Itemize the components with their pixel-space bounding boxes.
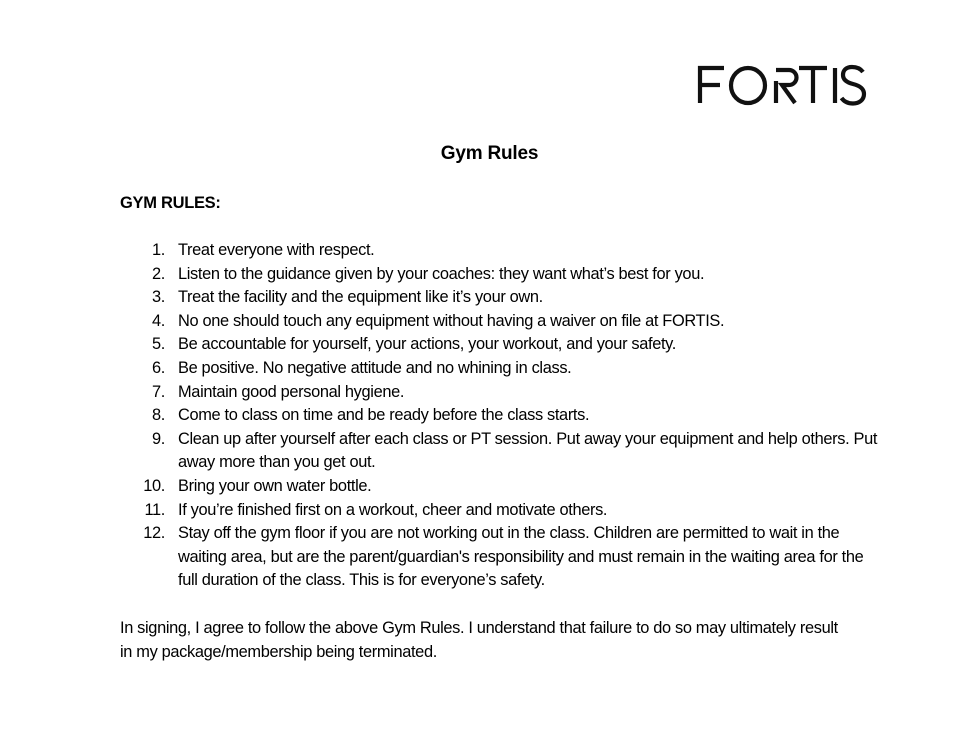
rule-number: 11.	[144, 500, 165, 519]
rule-number: 5.	[152, 335, 165, 354]
section-heading: GYM RULES:	[120, 194, 221, 212]
rule-text: Clean up after yourself after each class or PT session. Put away your equipment and help others. Put away more than you get out.	[178, 429, 878, 472]
rule-item	[120, 263, 880, 287]
rule-text: Treat the facility and the equipment like it’s your own.	[178, 288, 543, 307]
rule-item	[120, 333, 880, 357]
rule-item	[120, 239, 880, 263]
rule-number: 8.	[152, 406, 165, 425]
rule-text: Be accountable for yourself, your actions, your workout, and your safety.	[178, 335, 677, 354]
rule-text: If you’re finished first on a workout, cheer and motivate others.	[178, 500, 608, 519]
fortis-logo-mark	[697, 62, 867, 108]
rule-number: 3.	[152, 288, 165, 307]
document-title: Gym Rules	[440, 143, 539, 164]
rule-number: 4.	[152, 311, 165, 330]
rule-text: Maintain good personal hygiene.	[178, 382, 405, 401]
rule-number: 9.	[152, 429, 165, 448]
rule-item	[120, 428, 880, 475]
rule-item	[120, 522, 880, 593]
rule-number: 10.	[143, 476, 165, 495]
rule-number: 12.	[143, 524, 165, 543]
rules-list	[120, 239, 880, 593]
rule-text: Treat everyone with respect.	[178, 241, 375, 259]
rule-number: 7.	[152, 382, 165, 401]
rule-item	[120, 499, 880, 523]
agreement-statement: In signing, I agree to follow the above Gym Rules. I understand that failure to do so may ultimately result in my package/membership being terminated.	[120, 619, 838, 661]
rule-item	[120, 381, 880, 405]
rule-text: No one should touch any equipment without having a waiver on file at FORTIS.	[178, 311, 725, 330]
fortis-logo	[697, 62, 867, 108]
rule-number: 6.	[152, 358, 165, 377]
rule-number: 2.	[152, 264, 165, 283]
rule-item	[120, 475, 880, 499]
rule-text: Be positive. No negative attitude and no whining in class.	[178, 358, 572, 377]
rule-text: Stay off the gym floor if you are not working out in the class. Children are permitted to wait in the waiting area, but are the parent/guardian's responsibility and must remain in the waiting area for the full duration of the class. This is for everyone’s safety.	[178, 524, 864, 590]
rule-text: Come to class on time and be ready before the class starts.	[178, 406, 590, 425]
rule-text: Bring your own water bottle.	[178, 476, 372, 495]
rule-item	[120, 286, 880, 310]
rule-item	[120, 404, 880, 428]
rule-item	[120, 357, 880, 381]
rule-number: 1.	[152, 241, 165, 259]
rule-item	[120, 310, 880, 334]
rule-text: Listen to the guidance given by your coaches: they want what’s best for you.	[178, 264, 705, 283]
